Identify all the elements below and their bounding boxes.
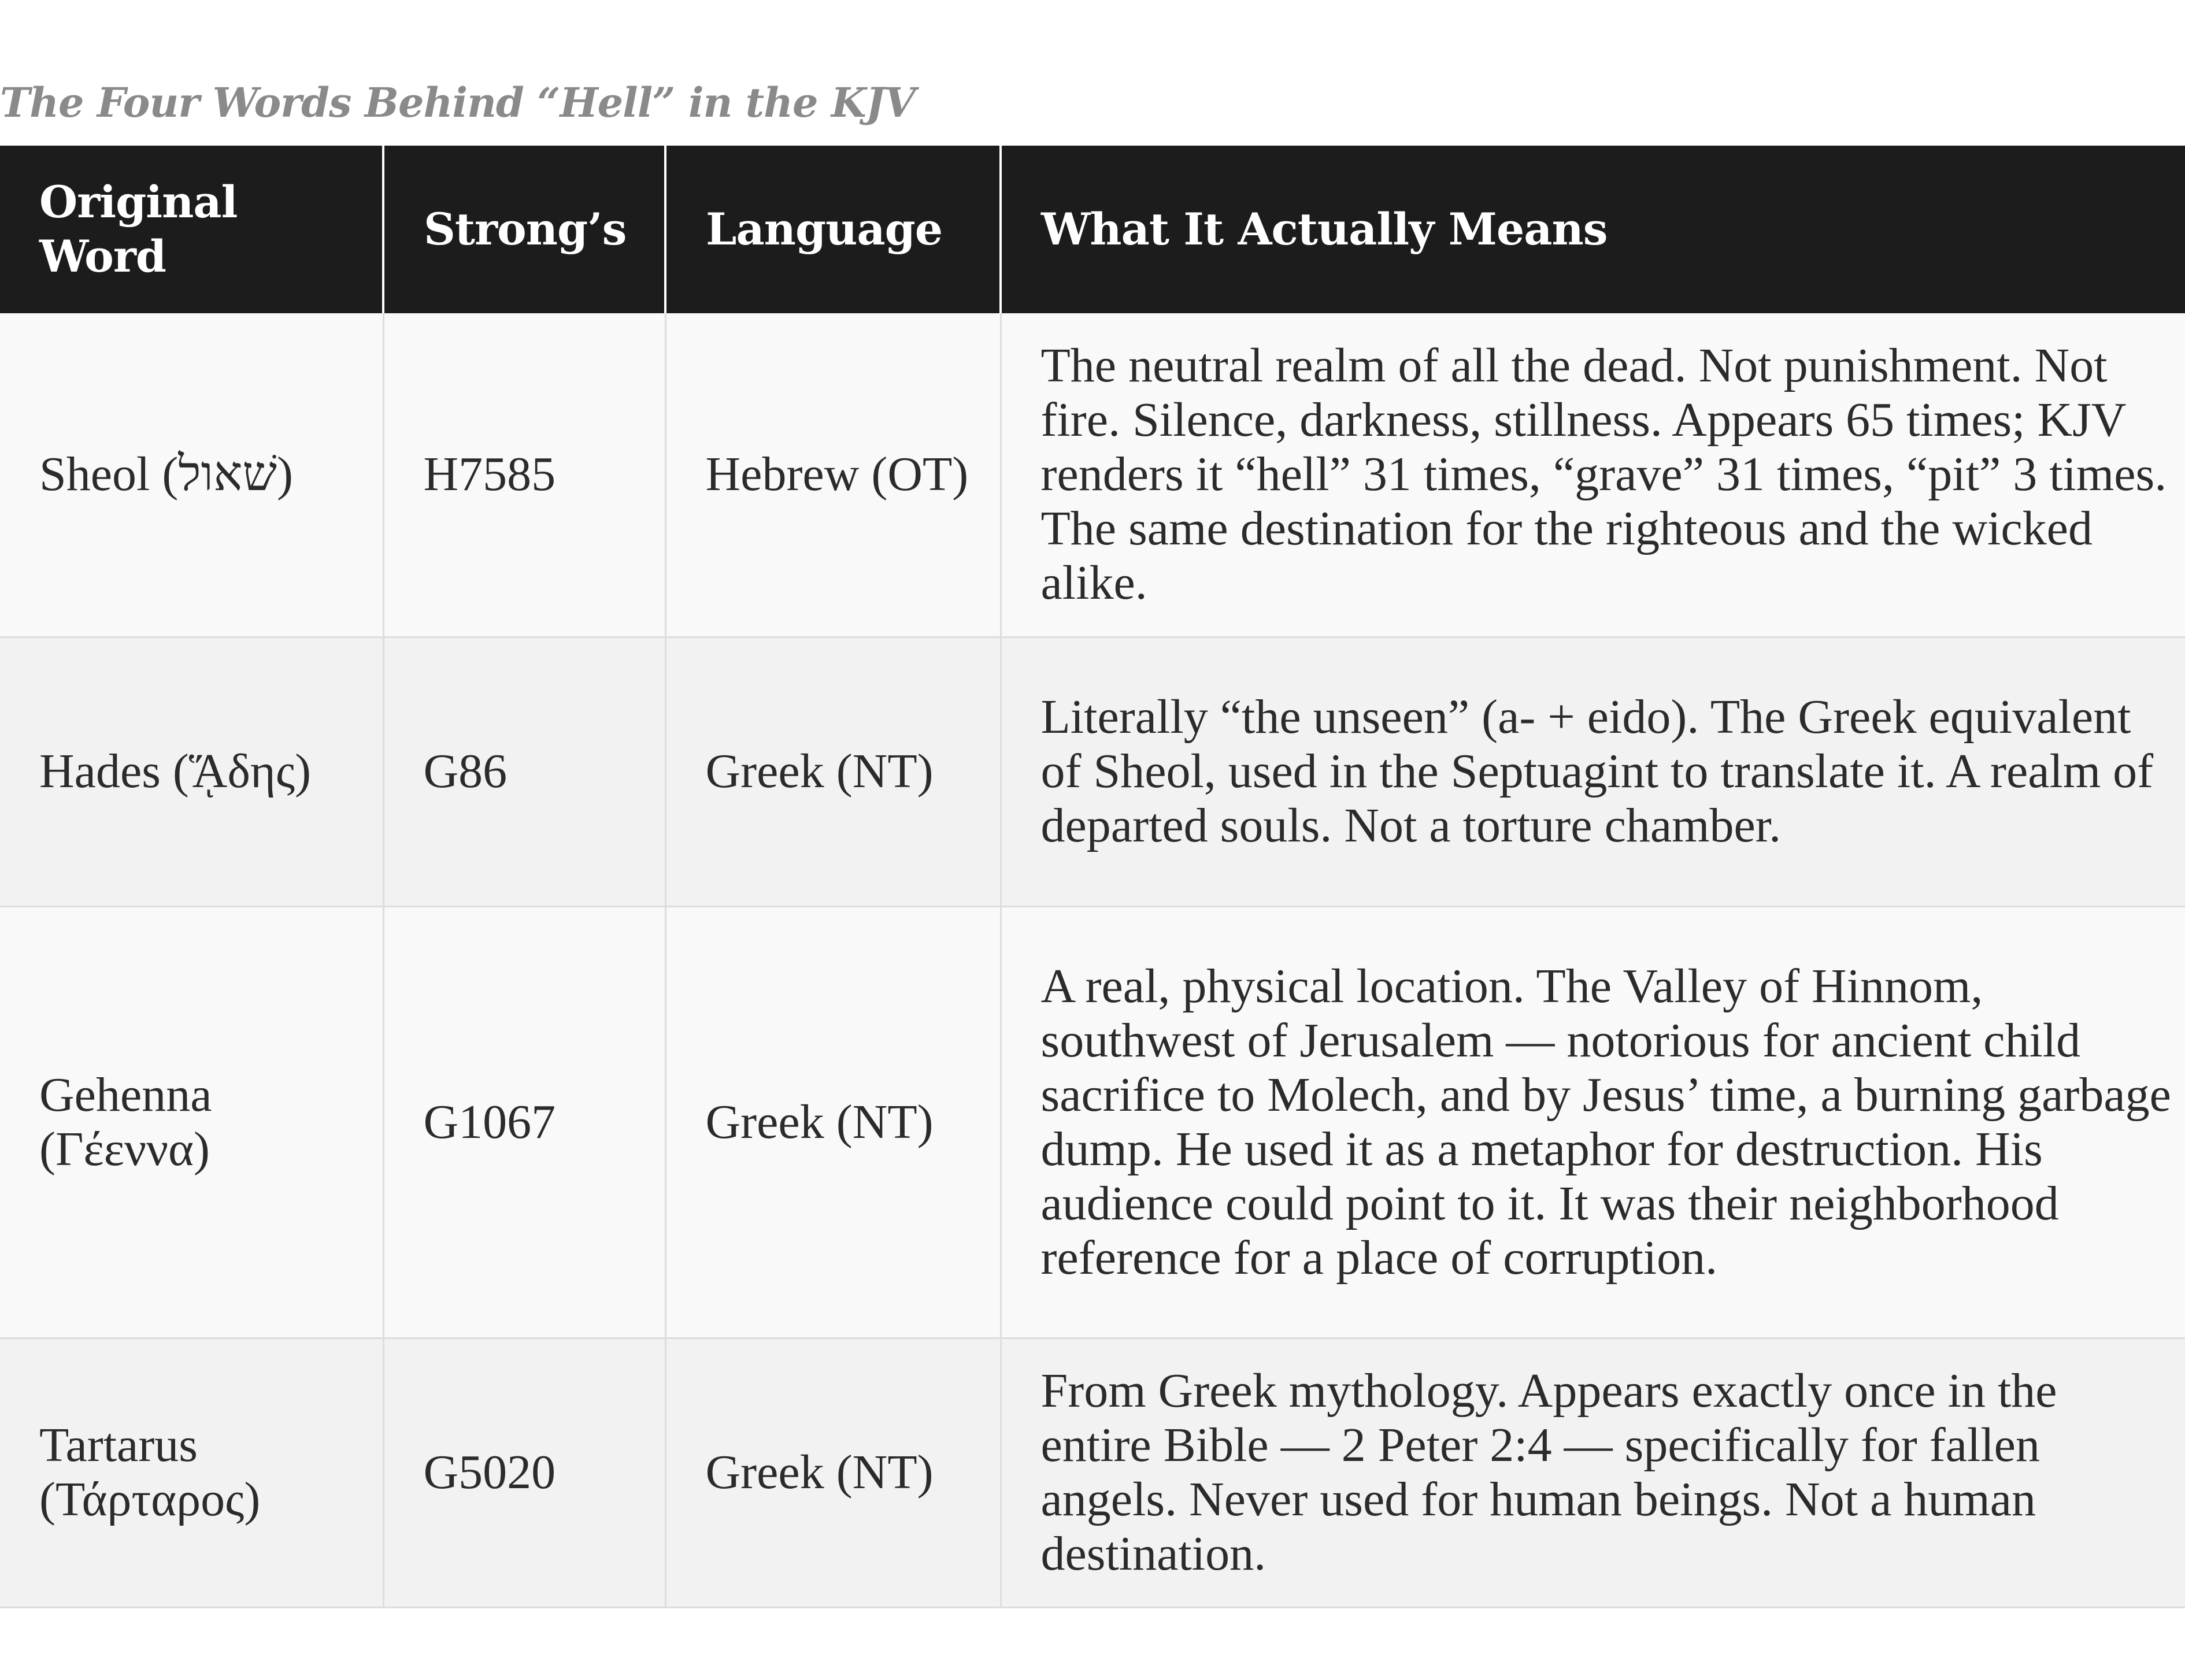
cell-meaning: Literally “the unseen” (a- + eido). The Greek equivalent of Sheol, used in the Septuagint to translate it. A realm of departed souls. Not a torture chamber. — [1001, 637, 2185, 906]
cell-original-word: Sheol (שׁאול) — [0, 313, 383, 637]
cell-original-word: Hades (ᾍδης) — [0, 637, 383, 906]
table-row — [0, 906, 2185, 1338]
hell-words-table — [0, 146, 2185, 1608]
cell-original-word: Gehenna (Γέεννα) — [0, 906, 383, 1338]
cell-language: Greek (NT) — [665, 906, 1001, 1338]
cell-language: Hebrew (OT) — [665, 313, 1001, 637]
header-original-word: Original Word — [0, 146, 383, 313]
cell-strongs: G5020 — [383, 1338, 665, 1607]
cell-language: Greek (NT) — [665, 1338, 1001, 1607]
cell-strongs: G86 — [383, 637, 665, 906]
header-strongs: Strong’s — [383, 146, 665, 313]
header-row — [0, 146, 2185, 313]
table-caption: The Four Words Behind “Hell” in the KJV — [0, 79, 916, 127]
cell-meaning: From Greek mythology. Appears exactly once in the entire Bible — 2 Peter 2:4 — specifically for fallen angels. Never used for human beings. Not a human destination. — [1001, 1338, 2185, 1607]
header-language: Language — [665, 146, 1001, 313]
cell-meaning: The neutral realm of all the dead. Not punishment. Not fire. Silence, darkness, stillness. Appears 65 times; KJV renders it “hell” 31 times, “grave” 31 times, “pit” 3 times. The same destination for the righteous and the wicked alike. — [1001, 313, 2185, 637]
cell-strongs: H7585 — [383, 313, 665, 637]
table-body — [0, 313, 2185, 1607]
table-row — [0, 637, 2185, 906]
cell-strongs: G1067 — [383, 906, 665, 1338]
cell-original-word: Tartarus (Τάρταρος) — [0, 1338, 383, 1607]
table-row — [0, 1338, 2185, 1607]
table-row — [0, 313, 2185, 637]
cell-meaning: A real, physical location. The Valley of Hinnom, southwest of Jerusalem — notorious for ancient child sacrifice to Molech, and by Jesus’ time, a burning garbage dump. He used it as a metaphor for destruction. His audience could point to it. It was their neighborhood reference for a place of corruption. — [1001, 906, 2185, 1338]
header-meaning: What It Actually Means — [1001, 146, 2185, 313]
table-header — [0, 146, 2185, 313]
cell-language: Greek (NT) — [665, 637, 1001, 906]
